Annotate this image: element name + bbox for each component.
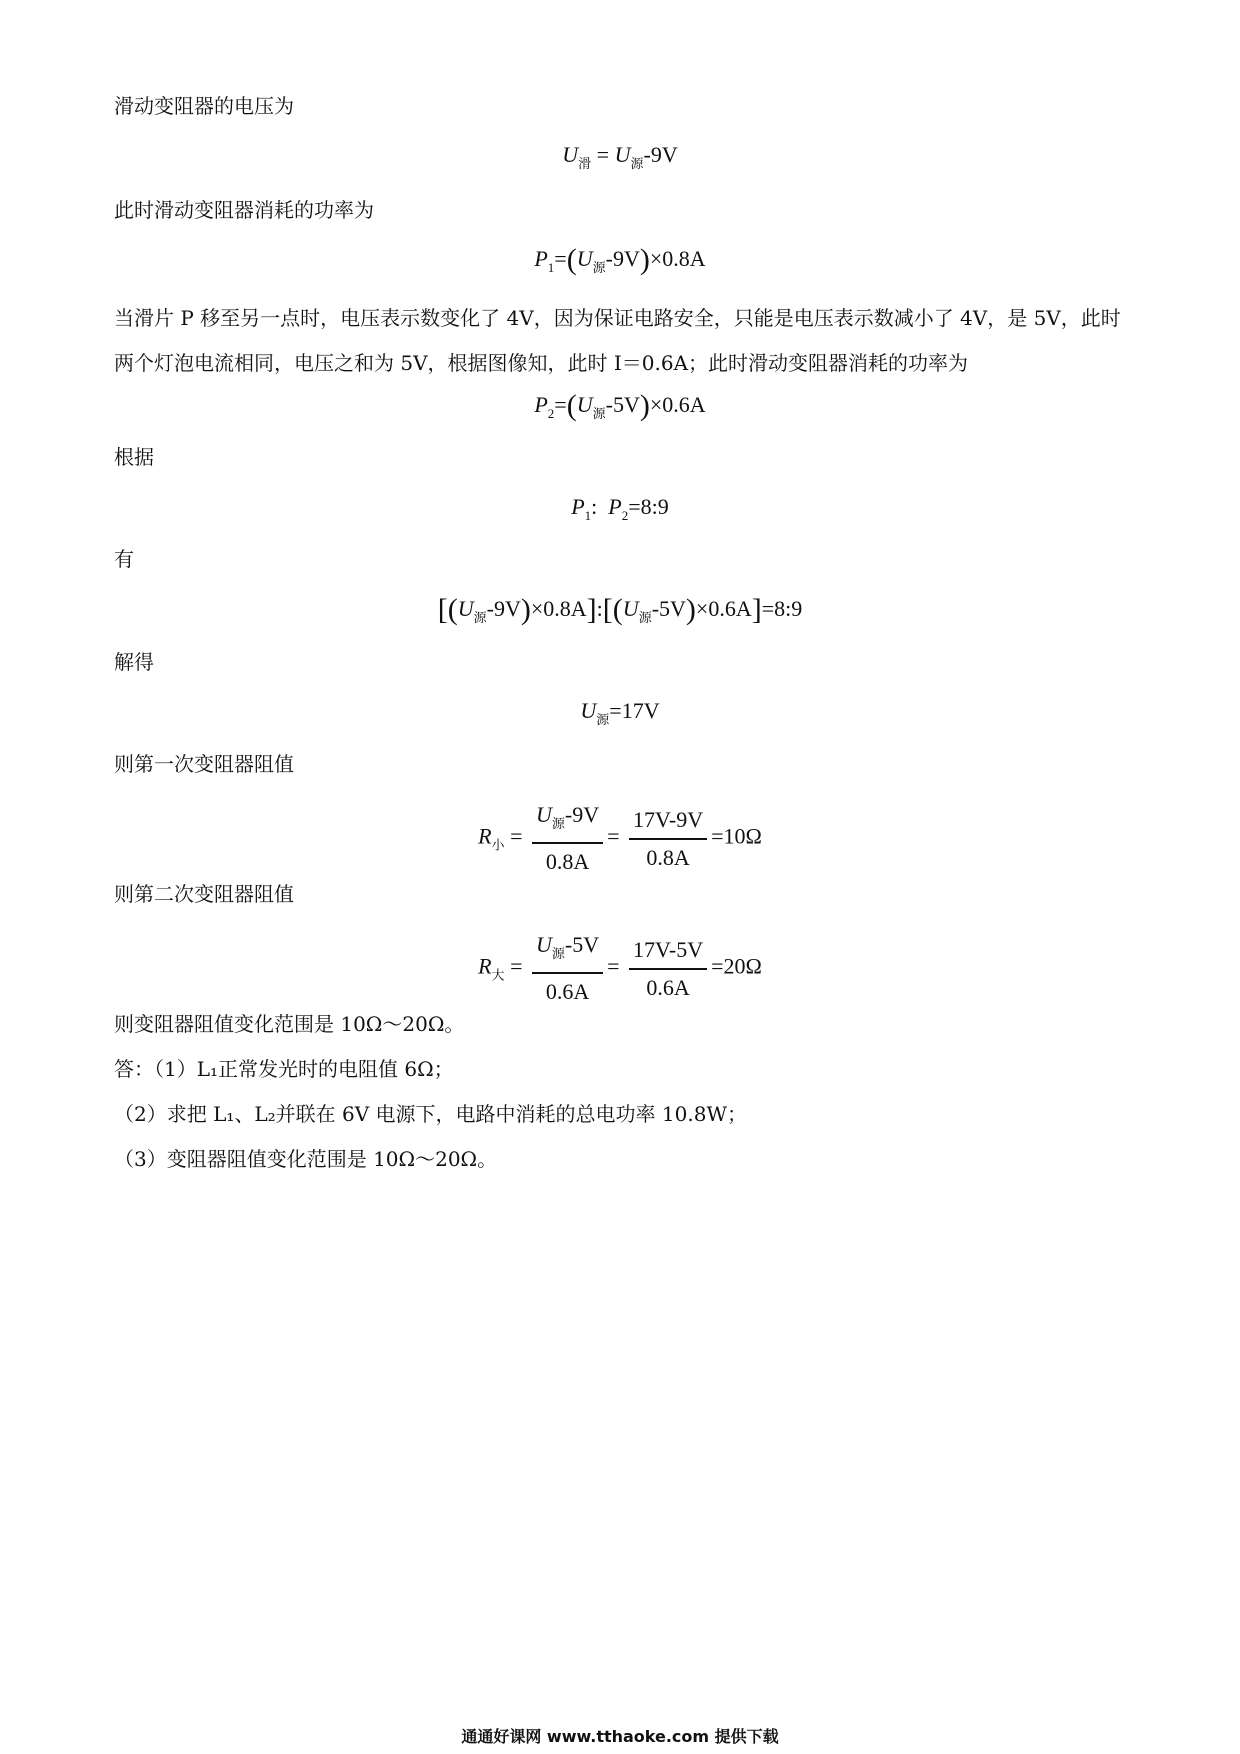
answer-line-2: （2）求把 L₁、L₂并联在 6V 电源下，电路中消耗的总电功率 10.8W； — [114, 1102, 748, 1126]
text-line-8: 则第二次变阻器阻值 — [114, 882, 294, 906]
text-line-7: 则第一次变阻器阻值 — [114, 752, 294, 776]
text-line-6: 解得 — [114, 650, 154, 674]
text-line-4: 根据 — [114, 445, 154, 469]
footer-credit: 通通好课网 www.tthaoke.com 提供下载 — [461, 1727, 779, 1746]
text-line-3: 当滑片 P 移至另一点时，电压表示数变化了 4V，因为保证电路安全，只能是电压表示数减小了 4V，是 5V，此时两个灯泡电流相同，电压之和为 5V，根据图像知，此时 I＝0.6A；此时滑动变阻器消耗的功率为 — [114, 306, 1121, 375]
equation-5: $[(U_源-9V)\times 0.8A]:[(U_源-5V)\times 0.6A]=8:9$ — [437, 593, 803, 626]
text-line-9: 则变阻器阻值变化范围是 10Ω～20Ω。 — [114, 1012, 465, 1036]
equation-6: $U_源=17V$ — [580, 698, 660, 727]
equation-1: $U_滑 = U_源-9V$ — [562, 142, 678, 171]
answer-line-3: （3）变阻器阻值变化范围是 10Ω～20Ω。 — [114, 1147, 498, 1171]
equation-3: $P_2=(U_源-5V)\times 0.6A$ — [534, 389, 706, 422]
equation-7: $R_小$ = $\frac{U_源-9V}{0.8A}$ = $\frac{17V-9V}{0.8A}$ =10Ω — [478, 802, 762, 874]
equation-2: $P_1=(U_源-9V)\times 0.8A$ — [534, 243, 706, 276]
text-line-2: 此时滑动变阻器消耗的功率为 — [114, 198, 374, 222]
text-line-5: 有 — [114, 547, 134, 571]
equation-4: $P_1$: $P_2=8:9$ — [571, 494, 669, 523]
equation-8: $R_大$ = $\frac{U_源-5V}{0.6A}$ = $\frac{17V-5V}{0.6A}$ =20Ω — [478, 932, 762, 1004]
text-line-1: 滑动变阻器的电压为 — [114, 94, 294, 118]
answer-line-1: 答：（1）L₁正常发光时的电阻值 6Ω； — [114, 1057, 454, 1081]
